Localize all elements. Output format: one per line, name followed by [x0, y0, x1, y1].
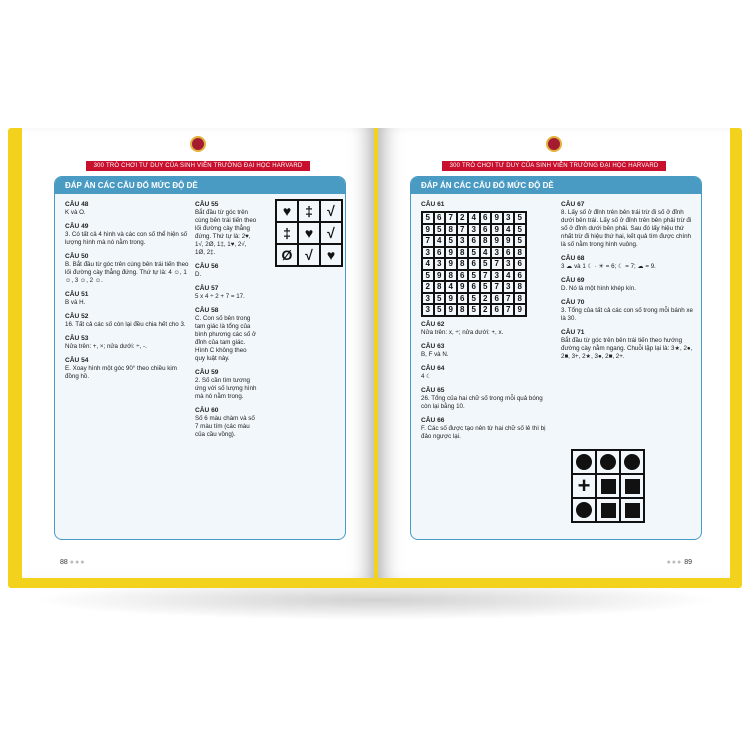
number-cell: 5	[514, 212, 526, 224]
number-cell: 2	[422, 281, 434, 293]
number-cell: 2	[480, 304, 492, 316]
answer-title: CÂU 54	[65, 357, 89, 364]
answer-title: CÂU 62	[421, 321, 445, 328]
number-cell: 5	[422, 212, 434, 224]
number-cell: 9	[514, 304, 526, 316]
answer-text: 2. Số cần tìm tương ứng với số lượng hình mà nó nằm trong.	[195, 377, 257, 400]
answer-text: E. Xoay hình một góc 90° theo chiều kim đồng hồ.	[65, 365, 177, 380]
number-cell: 8	[514, 247, 526, 259]
left-page-number: 88 ●●●	[60, 559, 86, 566]
right-page-number: ●●● 89	[666, 559, 692, 566]
answer-title: CÂU 56	[195, 263, 219, 270]
number-cell: 9	[491, 212, 503, 224]
answer-text: F. Các số được tạo nên từ hai chữ số lẻ thì bị đảo ngược lại.	[421, 425, 546, 440]
number-cell: 4	[503, 270, 515, 282]
answer-text: 3 ☁ và 1 ☾ · ☀ = 6; ☾ = 7; ☁ = 9.	[561, 263, 656, 270]
square-shape-cell	[596, 474, 620, 498]
number-cell: 8	[434, 281, 446, 293]
symbol-cell: ‡	[298, 200, 320, 222]
number-cell: 9	[445, 247, 457, 259]
number-cell: 5	[434, 293, 446, 305]
number-cell: 9	[445, 304, 457, 316]
circle-icon	[624, 454, 640, 470]
number-cell: 9	[457, 281, 469, 293]
number-cell: 2	[480, 293, 492, 305]
circle-shape-cell	[572, 450, 596, 474]
number-cell: 6	[434, 247, 446, 259]
answer-text: D.	[195, 271, 202, 278]
number-cell: 5	[514, 224, 526, 236]
number-cell: 4	[445, 281, 457, 293]
answer-item	[421, 365, 546, 381]
number-cell: 5	[434, 224, 446, 236]
number-cell: 8	[514, 293, 526, 305]
number-cell: 8	[480, 235, 492, 247]
number-cell: 7	[480, 270, 492, 282]
answer-title: CÂU 66	[421, 417, 445, 424]
number-cell: 6	[480, 212, 492, 224]
number-cell: 6	[514, 258, 526, 270]
number-cell: 6	[491, 304, 503, 316]
number-cell: 4	[503, 224, 515, 236]
left-answer-panel	[54, 176, 346, 540]
answer-text: D. Nó là một hình khép kín.	[561, 285, 636, 292]
number-cell: 7	[491, 258, 503, 270]
number-cell: 8	[445, 270, 457, 282]
answer-item	[65, 201, 190, 217]
answer-text: 26. Tổng của hai chữ số trong mỗi quả bóng còn lại bằng 10.	[421, 395, 543, 410]
answer-title: CÂU 50	[65, 253, 89, 260]
number-grid	[421, 211, 527, 317]
answer-text: 3. Có tất cả 4 hình và các con số thể hiện số lượng hình mà nó nằm trong.	[65, 231, 188, 246]
circle-shape-cell	[620, 450, 644, 474]
answer-text: Số 6 màu chàm và số 7 màu tím (các màu của cầu vồng).	[195, 415, 255, 438]
answer-title: CÂU 52	[65, 313, 89, 320]
answer-item	[195, 263, 257, 279]
number-cell: 9	[491, 235, 503, 247]
number-cell: 5	[480, 281, 492, 293]
number-cell: 6	[468, 281, 480, 293]
number-cell: 6	[457, 293, 469, 305]
answer-item	[421, 417, 546, 441]
number-cell: 3	[422, 247, 434, 259]
answer-text: Bắt đầu từ góc trên bên trái tiến theo hướng đường cày nằm ngang. Chuỗi lặp lại là: 3★, 2●, 2■, 3+, 2★, 3●, 2■, 2+.	[561, 337, 693, 360]
right-page	[378, 128, 730, 578]
harvard-shield-icon	[546, 136, 562, 152]
number-cell: 5	[422, 270, 434, 282]
answer-item	[195, 285, 257, 301]
number-cell: 6	[514, 270, 526, 282]
number-cell: 3	[491, 247, 503, 259]
number-cell: 3	[491, 270, 503, 282]
answer-item	[195, 369, 257, 401]
left-column-2	[195, 201, 257, 445]
answer-item	[195, 307, 257, 363]
answer-title: CÂU 49	[65, 223, 89, 230]
answer-text: B, F và N.	[421, 351, 449, 358]
number-cell: 6	[503, 247, 515, 259]
number-cell: 8	[514, 281, 526, 293]
left-panel-header: ĐÁP ÁN CÁC CÂU ĐỐ MỨC ĐỘ DỄ	[55, 177, 345, 194]
symbol-cell: ♥	[276, 200, 298, 222]
answer-title: CÂU 65	[421, 387, 445, 394]
answer-item	[421, 387, 546, 411]
answer-item	[421, 343, 546, 359]
harvard-shield-icon	[190, 136, 206, 152]
answer-text: B. Bắt đầu từ góc trên cùng bên trái tiến theo lối đường cày thẳng đứng. Thứ tự là: 4 ☺, 1 ☺, 3 ☺, 2 ☺.	[65, 261, 189, 284]
right-column-2	[561, 201, 693, 367]
number-cell: 5	[468, 270, 480, 282]
answer-title: CÂU 58	[195, 307, 219, 314]
circle-icon	[600, 454, 616, 470]
answer-text: 16. Tất cả các số còn lại đều chia hết cho 3.	[65, 321, 186, 328]
number-cell: 3	[457, 235, 469, 247]
left-column-1	[65, 201, 190, 387]
answer-text: B và H.	[65, 299, 86, 306]
right-panel-header: ĐÁP ÁN CÁC CÂU ĐỐ MỨC ĐỘ DỄ	[411, 177, 701, 194]
left-banner-title: 300 TRÒ CHƠI TƯ DUY CỦA SINH VIÊN TRƯỜNG ĐẠI HỌC HARVARD	[86, 161, 311, 171]
answer-title: CÂU 48	[65, 201, 89, 208]
number-cell: 6	[491, 293, 503, 305]
right-cau61-title: CÂU 61	[421, 201, 445, 208]
answer-title: CÂU 68	[561, 255, 585, 262]
answer-title: CÂU 59	[195, 369, 219, 376]
square-icon	[625, 479, 640, 494]
symbol-cell: ♥	[298, 222, 320, 244]
answer-item	[65, 357, 190, 381]
number-cell: 7	[445, 212, 457, 224]
number-cell: 8	[457, 247, 469, 259]
answer-item	[65, 335, 190, 351]
square-shape-cell	[620, 474, 644, 498]
answer-item	[65, 253, 190, 285]
left-page	[22, 128, 374, 578]
number-cell: 4	[468, 212, 480, 224]
circle-shape-cell	[572, 498, 596, 522]
number-cell: 3	[422, 304, 434, 316]
number-cell: 6	[468, 235, 480, 247]
square-icon	[601, 503, 616, 518]
right-column-1	[421, 321, 546, 447]
square-shape-cell	[620, 498, 644, 522]
number-cell: 4	[434, 235, 446, 247]
answer-item	[561, 329, 693, 361]
square-icon	[601, 479, 616, 494]
answer-item	[561, 201, 693, 249]
number-cell: 3	[434, 258, 446, 270]
answer-title: CÂU 69	[561, 277, 585, 284]
number-cell: 9	[445, 293, 457, 305]
number-cell: 6	[468, 258, 480, 270]
symbol-cell: √	[298, 244, 320, 266]
answer-item	[561, 299, 693, 323]
answer-title: CÂU 70	[561, 299, 585, 306]
answer-title: CÂU 57	[195, 285, 219, 292]
shape-grid	[571, 449, 645, 523]
answer-title: CÂU 51	[65, 291, 89, 298]
number-cell: 3	[503, 258, 515, 270]
answer-title: CÂU 64	[421, 365, 445, 372]
number-cell: 4	[422, 258, 434, 270]
answer-title: CÂU 63	[421, 343, 445, 350]
number-cell: 6	[480, 224, 492, 236]
answer-item	[561, 255, 693, 271]
number-cell: 5	[480, 258, 492, 270]
number-cell: 8	[457, 258, 469, 270]
number-cell: 3	[468, 224, 480, 236]
number-cell: 6	[457, 270, 469, 282]
number-cell: 8	[445, 224, 457, 236]
number-cell: 5	[468, 247, 480, 259]
number-cell: 8	[457, 304, 469, 316]
circle-shape-cell	[596, 450, 620, 474]
answer-item	[65, 291, 190, 307]
answer-text: C. Con số bên trong tam giác là tổng của bình phương các số ở đỉnh của tam giác. Hình C không theo quy luật này.	[195, 315, 257, 362]
answer-text: 5 x 4 ÷ 2 + 7 = 17.	[195, 293, 245, 300]
number-cell: 3	[422, 293, 434, 305]
number-cell: 7	[491, 281, 503, 293]
number-cell: 5	[514, 235, 526, 247]
number-cell: 9	[503, 235, 515, 247]
answer-item	[195, 407, 257, 439]
answer-item	[65, 313, 190, 329]
right-banner	[378, 136, 730, 172]
answer-text: 8. Lấy số ở đỉnh trên bên trái trừ đi số ở đỉnh dưới bên trái. Lấy số ở đỉnh trên bên phải trừ đi số ở đỉnh dưới bên phải. Sau đó lấy hiệu thứ nhất trừ đi hiệu thứ hai, kết quả tìm được chính là số nằm trong hình vuông.	[561, 209, 692, 248]
number-cell: 6	[434, 212, 446, 224]
answer-title: CÂU 60	[195, 407, 219, 414]
right-answer-panel	[410, 176, 702, 540]
answer-text: Bắt đầu từ góc trên cùng bên trái tiến theo lối đường cày thẳng đứng. Thứ tự là: 2♥, 1√, 2Ø, 1‡, 1♥, 2√, 1Ø, 2‡.	[195, 209, 257, 256]
answer-title: CÂU 67	[561, 201, 585, 208]
number-cell: 7	[457, 224, 469, 236]
number-cell: 3	[503, 212, 515, 224]
number-cell: 7	[422, 235, 434, 247]
number-cell: 7	[503, 304, 515, 316]
answer-text: 3. Tổng của tất cả các con số trong mỗi bánh xe là 30.	[561, 307, 693, 322]
circle-icon	[576, 502, 592, 518]
answer-item	[421, 321, 546, 337]
answer-text: Nửa trên: x, ÷; nửa dưới: +, x.	[421, 329, 504, 336]
symbol-grid	[275, 199, 343, 267]
answer-title: CÂU 71	[561, 329, 585, 336]
circle-icon	[576, 454, 592, 470]
number-cell: 5	[468, 304, 480, 316]
plus-shape-cell: +	[572, 474, 596, 498]
number-cell: 2	[457, 212, 469, 224]
number-cell: 3	[503, 281, 515, 293]
answer-text: K và O.	[65, 209, 86, 216]
answer-item	[195, 201, 257, 257]
number-cell: 4	[480, 247, 492, 259]
number-cell: 5	[445, 235, 457, 247]
symbol-cell: Ø	[276, 244, 298, 266]
answer-title: CÂU 55	[195, 201, 219, 208]
left-banner	[22, 136, 374, 172]
square-shape-cell	[596, 498, 620, 522]
answer-item	[65, 223, 190, 247]
answer-text: 4 ☾	[421, 373, 432, 380]
answer-item	[561, 277, 693, 293]
symbol-cell: √	[320, 222, 342, 244]
answer-title: CÂU 53	[65, 335, 89, 342]
symbol-cell: √	[320, 200, 342, 222]
symbol-cell: ♥	[320, 244, 342, 266]
number-cell: 7	[503, 293, 515, 305]
symbol-cell: ‡	[276, 222, 298, 244]
number-cell: 9	[434, 270, 446, 282]
number-cell: 5	[468, 293, 480, 305]
right-banner-title: 300 TRÒ CHƠI TƯ DUY CỦA SINH VIÊN TRƯỜNG ĐẠI HỌC HARVARD	[442, 161, 667, 171]
square-icon	[625, 503, 640, 518]
answer-text: Nửa trên: +, ×; nửa dưới: ÷, -.	[65, 343, 147, 350]
number-cell: 9	[445, 258, 457, 270]
number-cell: 9	[422, 224, 434, 236]
number-cell: 5	[434, 304, 446, 316]
number-cell: 9	[491, 224, 503, 236]
